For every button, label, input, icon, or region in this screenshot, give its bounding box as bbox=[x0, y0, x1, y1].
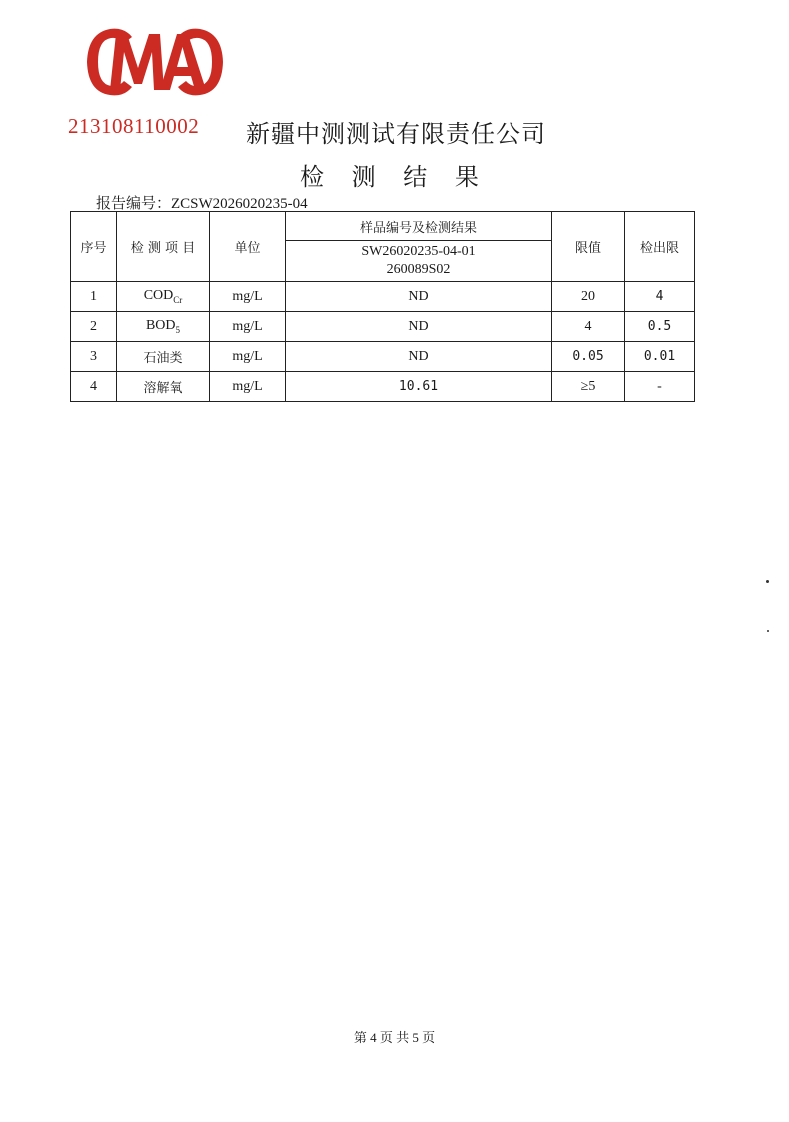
company-name: 新疆中测测试有限责任公司 bbox=[246, 120, 546, 148]
header-sample bbox=[286, 241, 552, 282]
cell-result: ND bbox=[286, 312, 552, 342]
header-limit: 限值 bbox=[552, 212, 625, 282]
cell-item: 石油类 bbox=[117, 342, 210, 372]
cell-limit: 0.05 bbox=[552, 342, 625, 372]
table-row bbox=[71, 312, 695, 342]
cell-unit: mg/L bbox=[210, 372, 286, 402]
header-item: 检 测 项 目 bbox=[117, 212, 210, 282]
cell-seq: 4 bbox=[71, 372, 117, 402]
cell-unit: mg/L bbox=[210, 282, 286, 312]
page-number: 第 4 页 共 5 页 bbox=[353, 1030, 436, 1045]
cell-item bbox=[117, 282, 210, 312]
cell-result: ND bbox=[286, 342, 552, 372]
cell-detection-limit: 0.5 bbox=[625, 312, 695, 342]
cell-detection-limit: 0.01 bbox=[625, 342, 695, 372]
table-row bbox=[71, 372, 695, 402]
cell-seq: 3 bbox=[71, 342, 117, 372]
header-sample-group: 样品编号及检测结果 bbox=[286, 212, 552, 241]
table-row bbox=[71, 282, 695, 312]
results-table bbox=[70, 211, 695, 402]
sample-code: 260089S02 bbox=[386, 262, 451, 277]
report-number-value: ZCSW2026020235-04 bbox=[171, 196, 308, 212]
cell-limit: 4 bbox=[552, 312, 625, 342]
cell-detection-limit: 4 bbox=[625, 282, 695, 312]
cell-detection-limit: - bbox=[625, 372, 695, 402]
cell-unit: mg/L bbox=[210, 342, 286, 372]
cma-logo-seal bbox=[80, 24, 230, 100]
cell-item: 溶解氧 bbox=[117, 372, 210, 402]
cell-seq: 1 bbox=[71, 282, 117, 312]
cell-limit: 20 bbox=[552, 282, 625, 312]
cell-result: ND bbox=[286, 282, 552, 312]
item-subscript: Cr bbox=[173, 294, 183, 305]
sample-id: SW26020235-04-01 bbox=[361, 244, 476, 259]
cell-item bbox=[117, 312, 210, 342]
scan-speck bbox=[767, 630, 769, 632]
report-number-label: 报告编号： bbox=[96, 196, 172, 212]
item-subscript: 5 bbox=[175, 324, 181, 335]
cma-certificate-number: 213108110002 bbox=[68, 114, 200, 138]
header-unit: 单位 bbox=[210, 212, 286, 282]
cell-seq: 2 bbox=[71, 312, 117, 342]
report-number bbox=[96, 192, 308, 213]
item-name: BOD bbox=[145, 318, 176, 334]
table-row bbox=[71, 342, 695, 372]
cell-result: 10.61 bbox=[286, 372, 552, 402]
page-title: 检 测 结 果 bbox=[300, 163, 489, 191]
cell-limit: ≥5 bbox=[552, 372, 625, 402]
cell-unit: mg/L bbox=[210, 312, 286, 342]
header-seq: 序号 bbox=[71, 212, 117, 282]
scan-speck bbox=[766, 580, 769, 583]
item-name: COD bbox=[143, 288, 174, 304]
header-detection-limit: 检出限 bbox=[625, 212, 695, 282]
